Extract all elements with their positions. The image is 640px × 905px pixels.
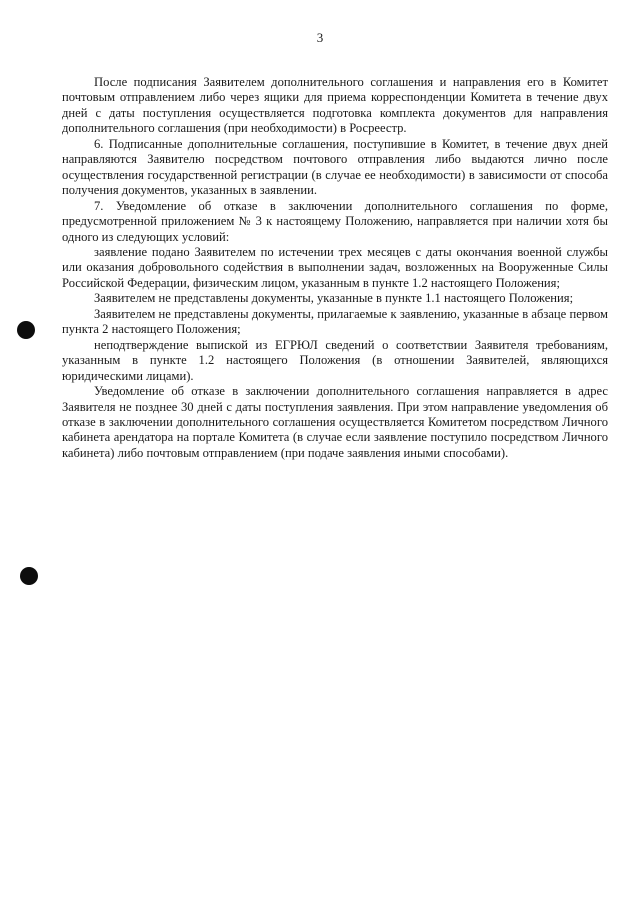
page-number: 3 bbox=[316, 30, 324, 45]
condition-missing-attachments: Заявителем не представлены документы, прилагаемые к заявлению, указанные в абзаце первом пункта 2 настоящего Положения; bbox=[62, 306, 608, 337]
condition-deadline: заявление подано Заявителем по истечении трех месяцев с даты окончания военной службы или оказания добровольного содействия в выполнении задач, возложенных на Вооруженные Силы Российской Федерации, физическим лицом, указанным в пункте 1.2 настоящего Положения; bbox=[62, 244, 608, 290]
paragraph-item-7: 7. Уведомление об отказе в заключении дополнительного соглашения по форме, предусмотренной приложением № 3 к настоящему Положению, направляется при наличии хотя бы одного из следующих условий: bbox=[62, 198, 608, 244]
condition-egrul-mismatch: неподтверждение выпиской из ЕГРЮЛ сведений о соответствии Заявителя требованиям, указанным в пункте 1.2 настоящего Положения (в отношении Заявителей, являющихся юридическими лицами). bbox=[62, 337, 608, 383]
paragraph-signing-procedure: После подписания Заявителем дополнительного соглашения и направления его в Комитет почтовым отправлением либо через ящики для приема корреспонденции Комитета в течение двух дней с даты поступления осуществляется подготовка комплекта документов для направления дополнительного соглашения (при необходимости) в Росреестр. bbox=[62, 75, 608, 136]
condition-missing-documents: Заявителем не представлены документы, указанные в пункте 1.1 настоящего Положения; bbox=[94, 291, 574, 306]
paragraph-item-6: 6. Подписанные дополнительные соглашения, поступившие в Комитет, в течение двух дней направляются Заявителю посредством почтового отправления либо выдаются лично после осуществления государственной регистрации (в случае ее необходимости) в зависимости от способа получения документов, указанных в заявлении. bbox=[62, 136, 608, 198]
paragraph-refusal-notice: Уведомление об отказе в заключении дополнительного соглашения направляется в адрес Заявителя не позднее 30 дней с даты поступления заявления. При этом направление уведомления об отказе в заключении дополнительного соглашения осуществляется Комитетом посредством Личного кабинета арендатора на портале Комитета (в случае если заявление поступило посредством Личного кабинета) либо почтовым отправлением (при подаче заявления иными способами). bbox=[62, 384, 608, 460]
punch-hole-mark bbox=[17, 321, 35, 339]
punch-hole-mark bbox=[20, 567, 38, 585]
document-body bbox=[62, 75, 608, 461]
